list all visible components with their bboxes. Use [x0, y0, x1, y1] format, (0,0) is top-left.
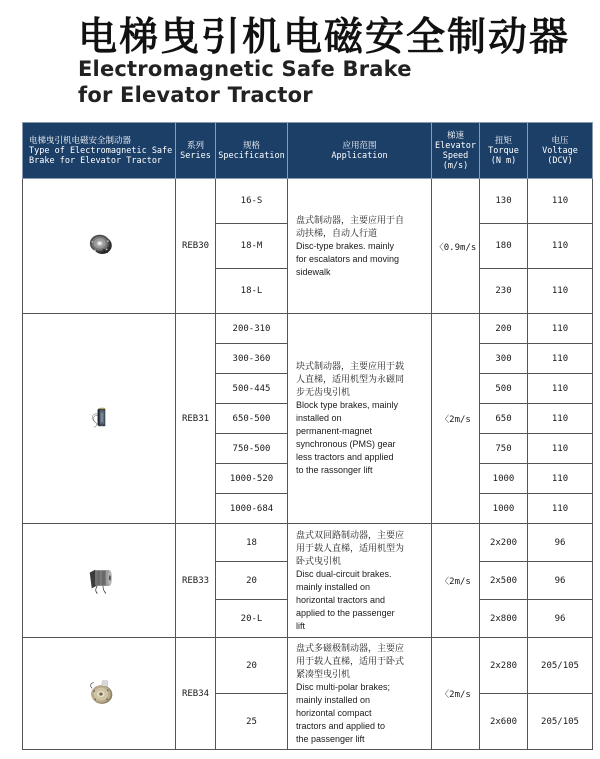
spec-cell: 16-S	[216, 179, 288, 224]
reb34-photo	[23, 638, 176, 750]
series-cell: REB34	[176, 638, 216, 750]
header-voltage: 电压 Voltage (DCV)	[528, 123, 593, 179]
header-speed: 梯速 Elevator Speed (m/s)	[432, 123, 480, 179]
multi-polar-brake-photo	[23, 678, 175, 707]
voltage-cell: 110	[528, 269, 593, 314]
torque-cell: 750	[480, 434, 528, 464]
header-torque: 扭矩 Torque (N m)	[480, 123, 528, 179]
torque-cell: 2x280	[480, 638, 528, 694]
table-row	[23, 524, 593, 562]
header-product: 电梯曳引机电磁安全制动器 Type of Electromagnetic Safe Brake for Elevator Tractor	[23, 123, 176, 179]
voltage-cell: 205/105	[528, 694, 593, 750]
spec-cell: 1000-684	[216, 494, 288, 524]
page-subtitle-line2: for Elevator Tractor	[78, 83, 313, 107]
torque-cell: 650	[480, 404, 528, 434]
reb31-photo	[23, 314, 176, 524]
series-cell: REB31	[176, 314, 216, 524]
spec-cell: 650-500	[216, 404, 288, 434]
table-row	[23, 638, 593, 694]
dual-circuit-brake-photo	[23, 565, 175, 594]
block-brake-photo	[23, 403, 175, 432]
voltage-cell: 110	[528, 224, 593, 269]
voltage-cell: 110	[528, 494, 593, 524]
table-row	[23, 179, 593, 224]
voltage-cell: 205/105	[528, 638, 593, 694]
disc-brake-photo	[23, 230, 175, 259]
voltage-cell: 110	[528, 404, 593, 434]
torque-cell: 1000	[480, 464, 528, 494]
application-cell: 盘式双回路制动器，主要应 用于载人直梯，适用机型为 卧式曳引机 Disc dual-circuit brakes. mainly installed on horizontal tractors and applied to the passenger lift	[288, 524, 432, 638]
speed-cell: 〈2m/s	[432, 638, 480, 750]
spec-cell: 500-445	[216, 374, 288, 404]
torque-cell: 180	[480, 224, 528, 269]
spec-cell: 20	[216, 562, 288, 600]
torque-cell: 2x800	[480, 600, 528, 638]
speed-cell: 〈2m/s	[432, 314, 480, 524]
spec-cell: 20-L	[216, 600, 288, 638]
spec-cell: 25	[216, 694, 288, 750]
table-header	[23, 123, 593, 179]
reb30-photo	[23, 179, 176, 314]
spec-cell: 300-360	[216, 344, 288, 374]
voltage-cell: 110	[528, 344, 593, 374]
reb33-photo	[23, 524, 176, 638]
torque-cell: 2x600	[480, 694, 528, 750]
voltage-cell: 110	[528, 314, 593, 344]
voltage-cell: 96	[528, 600, 593, 638]
spec-cell: 200-310	[216, 314, 288, 344]
torque-cell: 2x500	[480, 562, 528, 600]
page-title: 电梯曳引机电磁安全制动器	[78, 15, 571, 60]
spec-cell: 18	[216, 524, 288, 562]
voltage-cell: 110	[528, 374, 593, 404]
application-cell: 盘式多磁极制动器，主要应 用于载人直梯，适用于卧式 紧凑型曳引机 Disc multi-polar brakes; mainly installed on horizontal compact tractors and applied to the passenger lift	[288, 638, 432, 750]
table-row	[23, 314, 593, 344]
spec-cell: 750-500	[216, 434, 288, 464]
voltage-cell: 110	[528, 179, 593, 224]
series-cell: REB33	[176, 524, 216, 638]
header-application: 应用范围 Application	[288, 123, 432, 179]
torque-cell: 230	[480, 269, 528, 314]
torque-cell: 130	[480, 179, 528, 224]
spec-cell: 18-M	[216, 224, 288, 269]
torque-cell: 2x200	[480, 524, 528, 562]
torque-cell: 300	[480, 344, 528, 374]
voltage-cell: 96	[528, 524, 593, 562]
torque-cell: 1000	[480, 494, 528, 524]
torque-cell: 500	[480, 374, 528, 404]
voltage-cell: 110	[528, 434, 593, 464]
page-subtitle-line1: Electromagnetic Safe Brake	[78, 57, 412, 81]
voltage-cell: 96	[528, 562, 593, 600]
application-cell: 盘式制动器，主要应用于自 动扶梯，自动人行道 Disc-type brakes. mainly for escalators and moving sidewalk	[288, 179, 432, 314]
speed-cell: 〈2m/s	[432, 524, 480, 638]
series-cell: REB30	[176, 179, 216, 314]
speed-cell: 〈0.9m/s	[432, 179, 480, 314]
spec-table	[22, 122, 593, 750]
spec-cell: 20	[216, 638, 288, 694]
voltage-cell: 110	[528, 464, 593, 494]
torque-cell: 200	[480, 314, 528, 344]
header-spec: 规格 Specification	[216, 123, 288, 179]
spec-cell: 18-L	[216, 269, 288, 314]
header-series: 系列 Series	[176, 123, 216, 179]
spec-cell: 1000-520	[216, 464, 288, 494]
application-cell: 块式制动器，主要应用于载 人直梯，适用机型为永磁同 步无齿曳引机 Block type brakes, mainly installed on permanent-magnet synchronous (PMS) gear less tractors and applied to the rassonger lift	[288, 314, 432, 524]
